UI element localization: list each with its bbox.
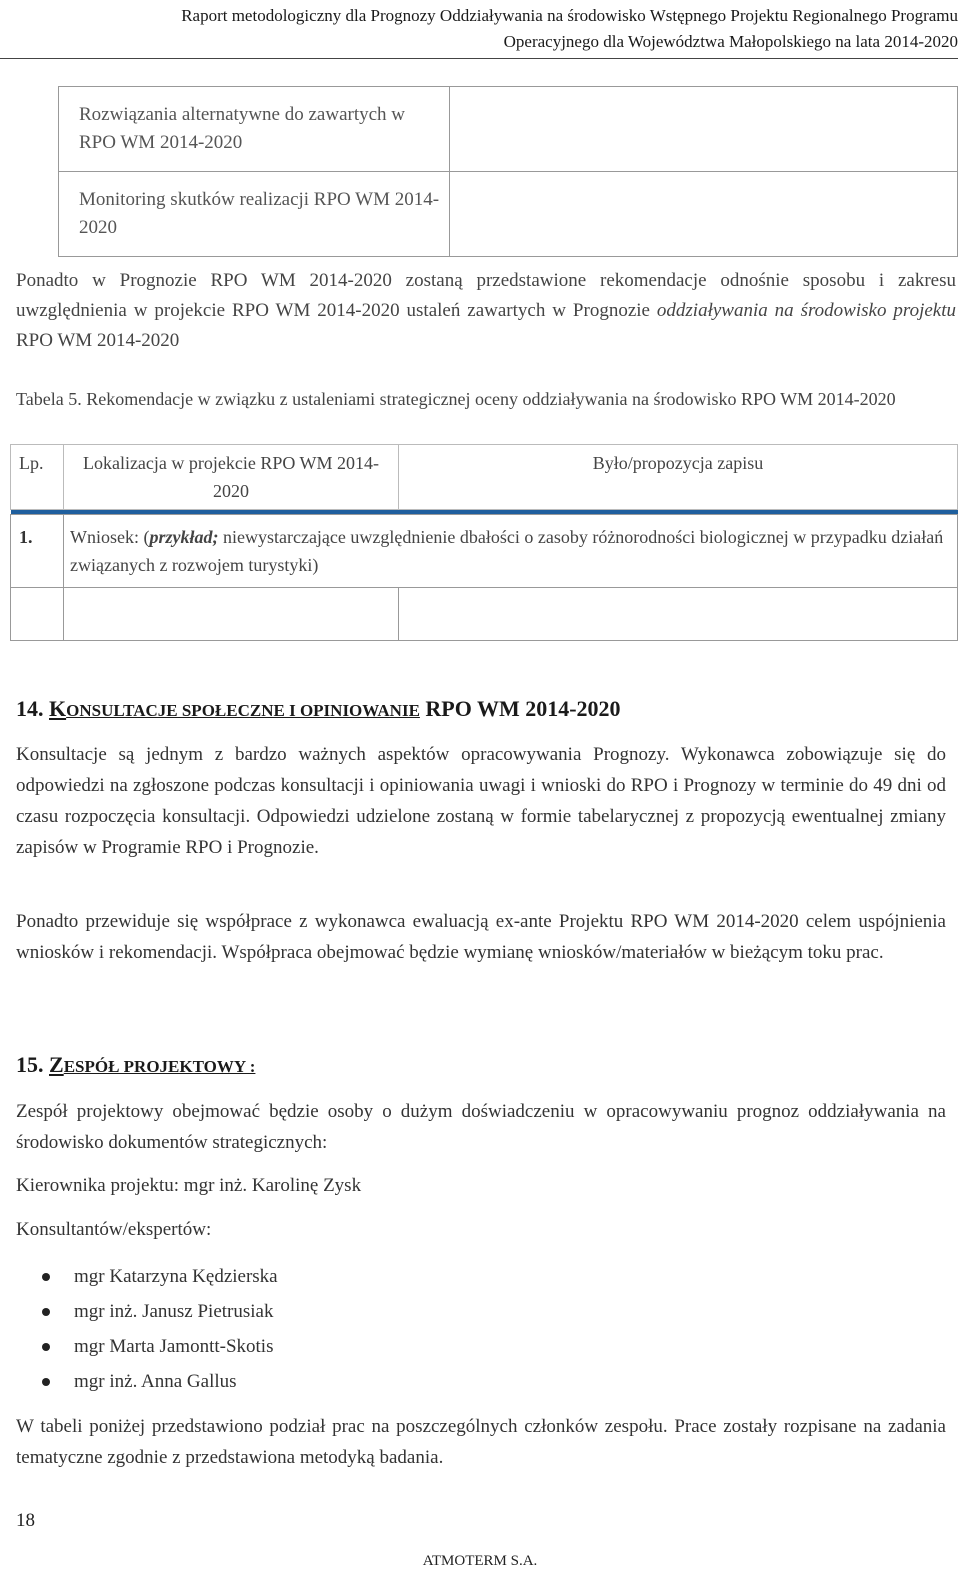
cooperation-paragraph: Ponadto przewiduje się współprace z wykonawca ewaluacją ex-ante Projektu RPO WM 2014-2020 celem uspójnienia wniosków i rekomendacji. Współpraca obejmować będzie wymianę wniosków/materiałów w bieżącym toku prac. (16, 911, 946, 963)
header-location: Lokalizacja w projekcie RPO WM 2014-2020 (64, 445, 399, 510)
consultants-list (16, 1259, 278, 1399)
team-paragraph: Zespół projektowy obejmować będzie osoby o dużym doświadczeniu w opracowywaniu prognoz oddziaływania na środowisko dokumentów strategicznych: (16, 1101, 946, 1153)
bullet-icon (42, 1308, 50, 1316)
alternatives-table (58, 86, 958, 257)
table-cell-empty (450, 172, 958, 257)
consultant-name: mgr inż. Janusz Pietrusiak (74, 1301, 274, 1322)
section-14-heading (16, 694, 621, 726)
consultations-paragraph: Konsultacje są jednym z bardzo ważnych aspektów opracowywania Prognozy. Wykonawca zobowiązuje się do odpowiedzi na zgłoszone podczas konsultacji i opiniowania uwagi i wnioski do RPO i Prognozy w terminie do 49 dni od czasu rozpoczęcia konsultacji. Odpowiedzi udzielone zostaną w formie tabelarycznej z propozycją ewentualnej zmiany zapisów w Programie RPO i Prognozie. (16, 744, 946, 858)
consultants-label: Konsultantów/ekspertów: (16, 1219, 212, 1240)
header-lp: Lp. (11, 445, 64, 510)
table-cell-empty (399, 588, 958, 641)
table-cell: Monitoring skutków realizacji RPO WM 2014-2020 (59, 172, 450, 257)
table-row-empty (11, 588, 958, 641)
italic-bold-text: przykład; (149, 527, 219, 547)
list-item (16, 1364, 278, 1399)
footer-company: ATMOTERM S.A. (422, 1553, 538, 1569)
text: Ponadto w Prognozie RPO WM 2014-2020 zostaną przedstawione rekomendacje odnośnie sposobu i zakresu uwzględnienia w projekcie RPO WM 2014-2020 ustaleń zawartych w Prognozie (16, 270, 956, 321)
header-line-1: Raport metodologiczny dla Prognozy Oddziaływania na środowisko Wstępnego Projektu Regionalnego Programu (181, 6, 958, 25)
table-cell: Rozwiązania alternatywne do zawartych w RPO WM 2014-2020 (59, 87, 450, 172)
header-rule (0, 58, 958, 59)
consultant-name: mgr Katarzyna Kędzierska (74, 1266, 278, 1287)
header-line-2: Operacyjnego dla Województwa Małopolskiego na lata 2014-2020 (503, 32, 958, 51)
bullet-icon (42, 1343, 50, 1351)
bullet-icon (42, 1273, 50, 1281)
bullet-icon (42, 1378, 50, 1386)
table-header-row (11, 445, 958, 510)
table-cell-empty (64, 588, 399, 641)
text: RPO WM 2014-2020 (16, 330, 180, 351)
section-number: 15. (16, 1052, 44, 1077)
header-proposal: Było/propozycja zapisu (399, 445, 958, 510)
consultant-name: mgr inż. Anna Gallus (74, 1371, 237, 1392)
text: niewystarczające uwzględnienie dbałości o zasoby różnorodności biologicznej w przypadku działań związanych z rozwojem turystyki) (70, 527, 944, 575)
section-number: 14. (16, 696, 44, 721)
title-small-caps: ONSULTACJE SPOŁECZNE I OPINIOWANIE (66, 701, 420, 720)
table-caption: Tabela 5. Rekomendacje w związku z ustaleniami strategicznej oceny oddziaływania na środowisko RPO WM 2014-2020 (16, 389, 896, 409)
consultant-name: mgr Marta Jamontt-Skotis (74, 1336, 274, 1357)
table-cell-empty (450, 87, 958, 172)
table-row (59, 172, 958, 257)
list-item (16, 1294, 278, 1329)
title-rest: RPO WM 2014-2020 (419, 696, 621, 721)
table-row (11, 515, 958, 588)
recommendations-table (10, 444, 958, 641)
table-row (59, 87, 958, 172)
title-small-caps: ESPÓŁ PROJEKTOWY : (63, 1057, 256, 1076)
table-cell-empty (11, 588, 64, 641)
recommendations-paragraph (16, 266, 956, 356)
italic-text: oddziaływania na środowisko projektu (656, 300, 957, 321)
title-initial: Z (49, 1052, 64, 1077)
project-manager: Kierownika projektu: mgr inż. Karolinę Zysk (16, 1175, 362, 1196)
page-number: 18 (16, 1510, 35, 1531)
work-split-paragraph: W tabeli poniżej przedstawiono podział prac na poszczególnych członków zespołu. Prace zostały rozpisane na zadania tematyczne zgodnie z przedstawiona metodyką badania. (16, 1416, 946, 1468)
list-item (16, 1259, 278, 1294)
section-15-heading (16, 1050, 255, 1082)
row-number: 1. (11, 515, 64, 588)
list-item (16, 1329, 278, 1364)
text: Wniosek: ( (70, 527, 150, 547)
title-initial: K (49, 696, 67, 721)
row-conclusion (64, 515, 958, 588)
